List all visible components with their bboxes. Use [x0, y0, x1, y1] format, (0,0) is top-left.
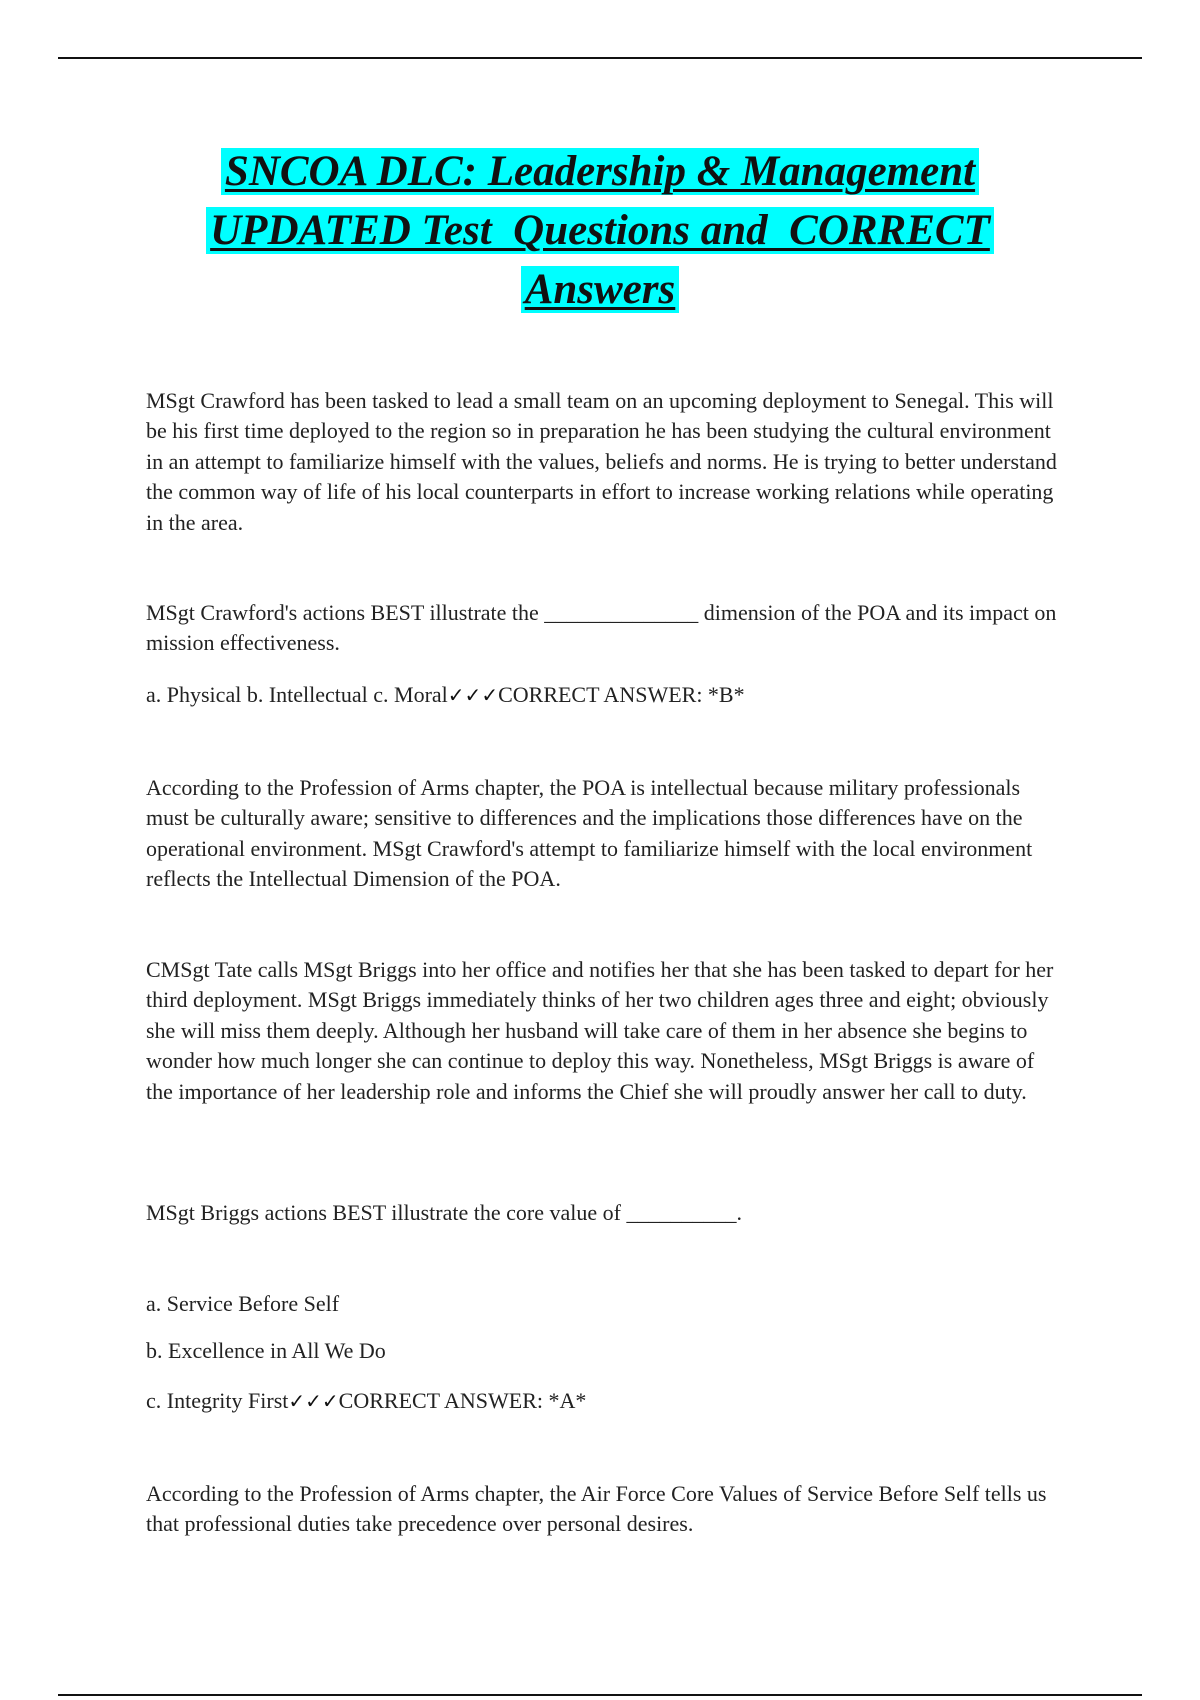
- q1-options-line: [146, 680, 1066, 710]
- document-title: [100, 142, 1100, 319]
- q1-answer: CORRECT ANSWER: *B*: [498, 682, 745, 707]
- q1-explanation: According to the Profession of Arms chapter, the POA is intellectual because military professionals must be culturally aware; sensitive to differences and the implications those differences have on the operational environment. MSgt Crawford's attempt to familiarize himself with the local environment reflects the Intellectual Dimension of the POA.: [146, 775, 1033, 892]
- q2-checkmarks-icon: ✓✓✓: [288, 1389, 339, 1413]
- q2-option-b: b. Excellence in All We Do: [146, 1338, 386, 1363]
- q2-scenario: CMSgt Tate calls MSgt Briggs into her office and notifies her that she has been tasked to depart for her third deployment. MSgt Briggs immediately thinks of her two children ages three and eight; obviously she will miss them deeply. Although her husband will take care of them in her absence she begins to wonder how much longer she can continue to deploy this way. Nonetheless, MSgt Briggs is aware of the importance of her leadership role and informs the Chief she will proudly answer her call to duty.: [146, 957, 1054, 1104]
- q2-explanation: According to the Profession of Arms chapter, the Air Force Core Values of Service Before Self tells us that professional duties take precedence over personal desires.: [146, 1481, 1047, 1537]
- q2-option-c: c. Integrity First: [146, 1388, 289, 1413]
- title-line-2: UPDATED Test Questions and CORRECT: [206, 207, 994, 254]
- q2-option-a: a. Service Before Self: [146, 1291, 340, 1316]
- q1-checkmarks-icon: ✓✓✓: [447, 683, 499, 707]
- bottom-rule: [58, 1694, 1142, 1696]
- q1-options: a. Physical b. Intellectual c. Moral: [146, 682, 448, 707]
- title-line-1: SNCOA DLC: Leadership & Management: [221, 148, 979, 195]
- q1-scenario: MSgt Crawford has been tasked to lead a small team on an upcoming deployment to Senegal. This will be his first time deployed to the region so in preparation he has been studying the cultural environment in an attempt to familiarize himself with the values, beliefs and norms. He is trying to better understand the common way of life of his local counterparts in effort to increase working relations while operating in the area.: [146, 388, 1057, 535]
- top-rule: [58, 57, 1142, 59]
- q1-question: MSgt Crawford's actions BEST illustrate the ______________ dimension of the POA and its impact on mission effectiveness.: [146, 600, 1057, 656]
- q2-option-c-line: [146, 1386, 1066, 1416]
- q2-question: MSgt Briggs actions BEST illustrate the core value of __________.: [146, 1200, 742, 1225]
- title-line-3: Answers: [521, 266, 680, 313]
- q2-answer: CORRECT ANSWER: *A*: [338, 1388, 587, 1413]
